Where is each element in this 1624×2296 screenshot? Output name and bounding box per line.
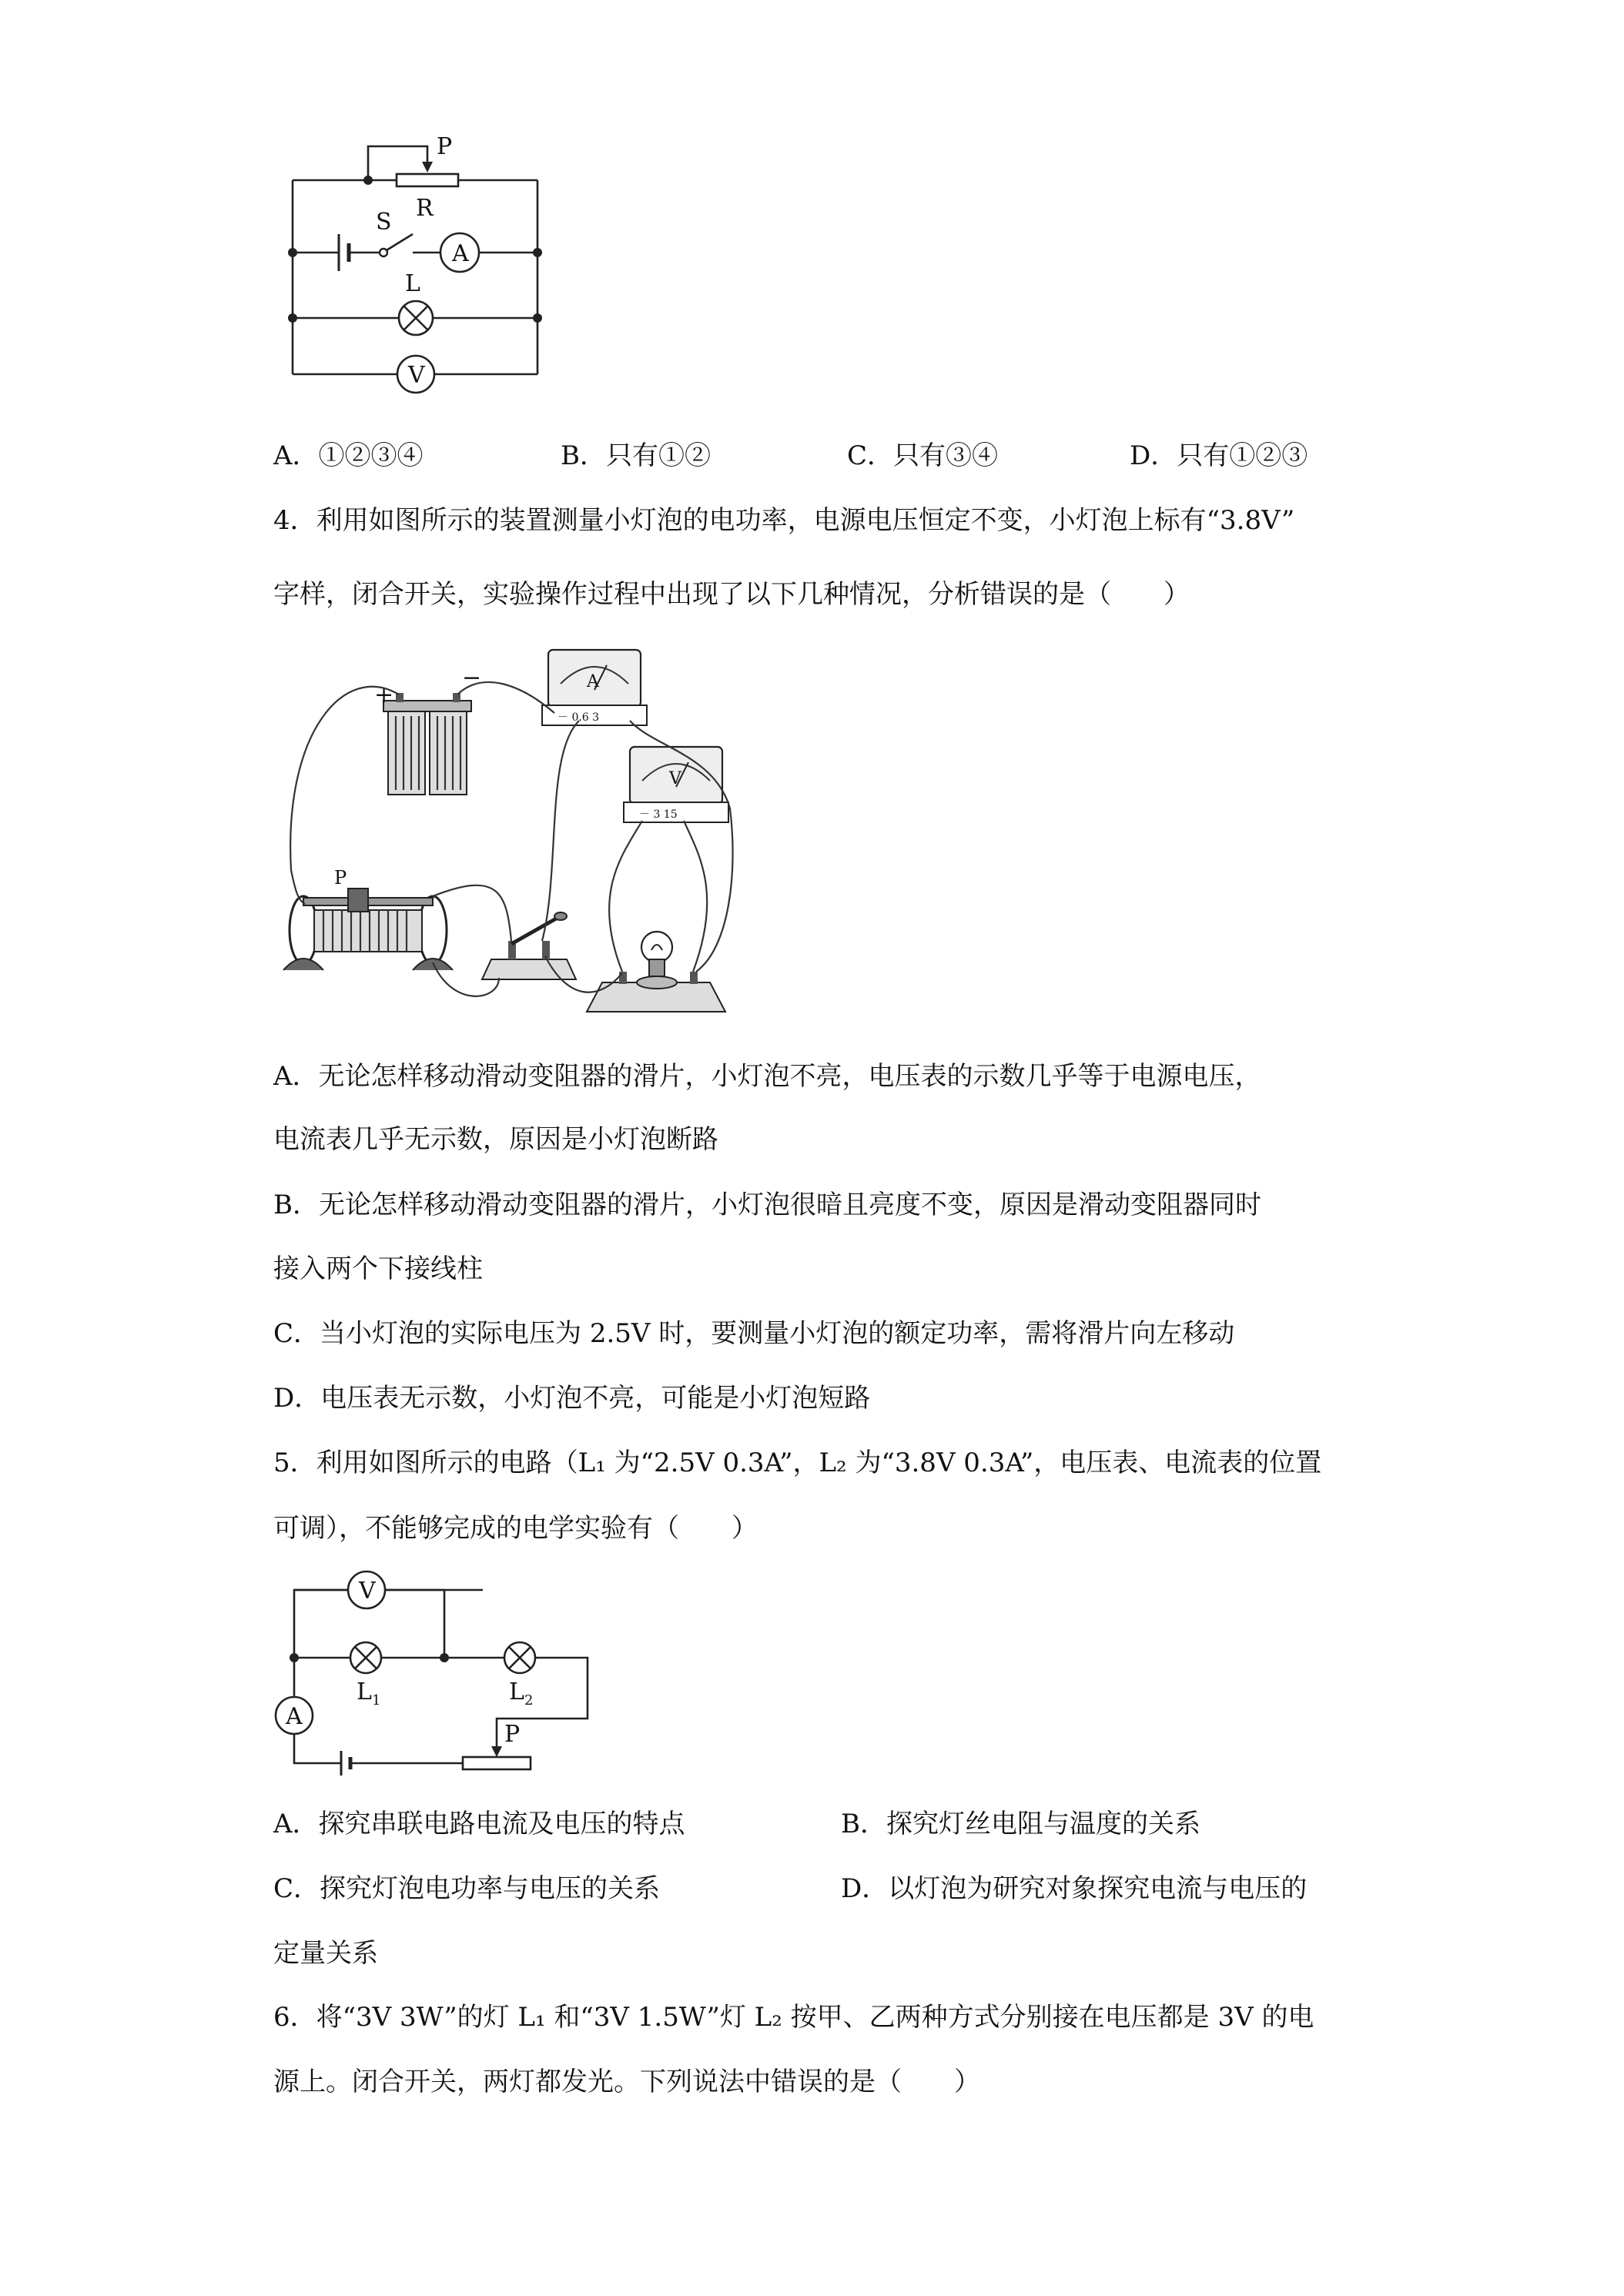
q6-stem-line1: 6．将“3V 3W”的灯 L₁ 和“3V 1.5W”灯 L₂ 按甲、乙两种方式分别接在电压都是 3V 的电 (273, 2002, 1314, 2033)
q4-option-d: D．电压表无示数，小灯泡不亮，可能是小灯泡短路 (273, 1383, 871, 1414)
q5-label-l1: L (357, 1678, 372, 1705)
ammeter-device (542, 650, 647, 725)
q3-switch-blade (387, 234, 413, 250)
q4-option-a-line1: A．无论怎样移动滑动变阻器的滑片，小灯泡不亮，电压表的示数几乎等于电源电压， (273, 1061, 1261, 1092)
q5-label-p: P (504, 1721, 521, 1748)
q5-stem-line1: 5．利用如图所示的电路（L₁ 为“2.5V 0.3A”，L₂ 为“3.8V 0.3A”，电压表、电流表的位置 (273, 1448, 1322, 1478)
q3-circuit-diagram (277, 131, 539, 393)
q5-voltmeter-label: V (359, 1578, 376, 1605)
q3-label-l: L (405, 270, 420, 297)
q5-option-c: C．探究灯泡电功率与电压的关系 (273, 1873, 661, 1904)
q5-option-b: B．探究灯丝电阻与温度的关系 (841, 1809, 1200, 1839)
q3-switch-pivot (380, 249, 387, 256)
q5-ammeter-label: A (286, 1703, 303, 1730)
ammeter-face-label: A (587, 672, 599, 691)
q3-voltmeter-label: V (408, 362, 425, 389)
q5-label-l1-sub: 1 (372, 1692, 381, 1709)
battery-plus-label: + (374, 681, 394, 708)
q4-stem-line2: 字样，闭合开关，实验操作过程中出现了以下几种情况，分析错误的是（ ） (273, 579, 1190, 610)
q3-option-d: D．只有①②③ (1130, 440, 1308, 471)
ammeter-terminals: － 0.6 3 (558, 711, 600, 724)
knife-switch-device (482, 912, 576, 979)
q4-option-a-line2: 电流表几乎无示数，原因是小灯泡断路 (273, 1124, 718, 1155)
q5-label-l2: L (509, 1678, 524, 1705)
q5-option-d-line2: 定量关系 (273, 1938, 378, 1969)
q6-stem-line2: 源上。闭合开关，两灯都发光。下列说法中错误的是（ ） (273, 2067, 980, 2097)
q4-stem-line1: 4．利用如图所示的装置测量小灯泡的电功率，电源电压恒定不变，小灯泡上标有“3.8V” (273, 505, 1295, 536)
q3-label-p: P (437, 133, 453, 160)
q4-apparatus-diagram (268, 639, 822, 1009)
q3-label-r: R (416, 195, 434, 222)
q5-slider-arrow (491, 1746, 502, 1757)
q3-option-a: A．①②③④ (273, 440, 424, 471)
voltmeter-device (624, 747, 728, 822)
q5-stem-line2: 可调），不能够完成的电学实验有（ ） (273, 1513, 758, 1544)
q5-option-a: A．探究串联电路电流及电压的特点 (273, 1809, 685, 1839)
voltmeter-face-label: V (669, 769, 681, 788)
q5-option-d-line1: D．以灯泡为研究对象探究电流与电压的 (841, 1873, 1308, 1904)
battery-pack (374, 664, 481, 795)
q5-rheostat (463, 1757, 531, 1769)
q4-option-c: C．当小灯泡的实际电压为 2.5V 时，要测量小灯泡的额定功率，需将滑片向左移动 (273, 1318, 1235, 1349)
q5-label-l2-sub: 2 (524, 1692, 534, 1709)
battery-minus-label: − (462, 664, 482, 691)
q3-slider-arrow (422, 162, 433, 172)
voltmeter-terminals: － 3 15 (639, 808, 678, 821)
q3-rheostat (397, 174, 458, 186)
q3-option-c: C．只有③④ (847, 440, 999, 471)
q5-circuit-diagram (273, 1555, 604, 1794)
rheostat-p-label: P (334, 867, 347, 889)
rheostat-device (283, 867, 453, 970)
q3-option-b: B．只有①② (561, 440, 711, 471)
bulb-board-device (587, 932, 725, 1012)
q3-ammeter-label: A (452, 240, 469, 267)
q4-option-b-line1: B．无论怎样移动滑动变阻器的滑片，小灯泡很暗且亮度不变，原因是滑动变阻器同时 (273, 1190, 1261, 1220)
q3-label-s: S (376, 209, 392, 236)
q4-option-b-line2: 接入两个下接线柱 (273, 1253, 483, 1284)
